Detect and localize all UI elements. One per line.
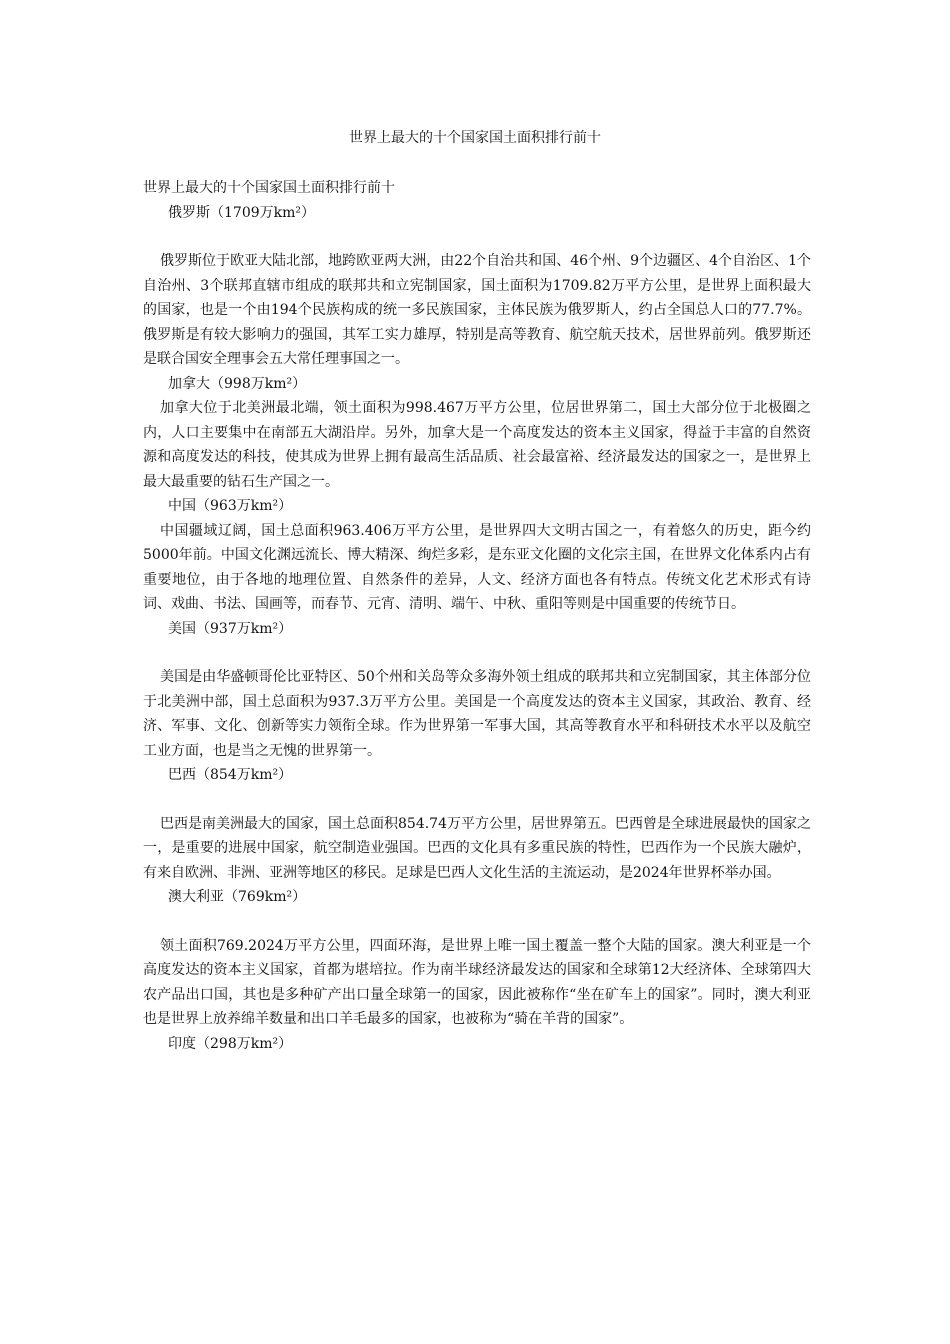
section-body-usa: 美国是由华盛顿哥伦比亚特区、50个州和关岛等众多海外领土组成的联邦共和立宪制国家，其主体部分位于北美洲中部，国土总面积为937.3万平方公里。美国是一个高度发达的资本主义国家，其政治、教育、经济、军事、文化、创新等实力领衔全球。作为世界第一军事大国，其高等教育水平和科研技术水平以及航空工业方面，也是当之无愧的世界第一。 [143, 669, 811, 759]
section-heading-brazil: 巴西（854万km²） [168, 767, 293, 783]
section-heading-india: 印度（298万km²） [168, 1035, 293, 1052]
section-heading-usa: 美国（937万km²） [168, 620, 293, 637]
section-body-brazil: 巴西是南美洲最大的国家，国土总面积854.74万平方公里，居世界第五。巴西曾是全球进展最快的国家之一，是重要的进展中国家，航空制造业强国。巴西的文化具有多重民族的特性，巴西作为一个民族大融炉，有来自欧洲、非洲、亚洲等地区的移民。足球是巴西人文化生活的主流运动，是2024年世界杯举办国。 [143, 815, 811, 881]
document-subtitle: 世界上最大的十个国家国土面积排行前十 [143, 180, 395, 196]
section-heading-russia: 俄罗斯（1709万km²） [168, 204, 315, 221]
section-body-australia: 领土面积769.2024万平方公里，四面环海，是世界上唯一国土覆盖一整个大陆的国家。澳大利亚是一个高度发达的资本主义国家，首都为堪培拉。作为南半球经济最发达的国家和全球第12大经济体、全球第四大农产品出口国，其也是多种矿产出口量全球第一的国家，因此被称作“坐在矿车上的国家”。同时，澳大利亚也是世界上放养绵羊数量和出口羊毛最多的国家，也被称为“骑在羊背的国家”。 [143, 937, 811, 1027]
blank-line [143, 910, 811, 934]
section-heading-australia: 澳大利亚（769km²） [168, 889, 307, 905]
document-title: 世界上最大的十个国家国土面积排行前十 [349, 130, 601, 146]
section-heading-china: 中国（963万km²） [168, 498, 293, 514]
section-body-canada: 加拿大位于北美洲最北端，领土面积为998.467万平方公里，位居世界第二，国土大部分位于北极圈之内，人口主要集中在南部五大湖沿岸。另外，加拿大是一个高度发达的资本主义国家，得益于丰富的自然资源和高度发达的科技，使其成为世界上拥有最高生活品质、社会最富裕、经济最发达的国家之一，是世界上最大最重要的钻石生产国之一。 [143, 400, 811, 490]
section-heading-canada: 加拿大（998万km²） [168, 375, 307, 392]
blank-line [143, 788, 811, 812]
section-body-russia: 俄罗斯位于欧亚大陆北部，地跨欧亚两大洲，由22个自治共和国、46个州、9个边疆区、4个自治区、1个自治州、3个联邦直辖市组成的联邦共和立宪制国家，国土面积为1709.82万平方公里，是世界上面积最大的国家，也是一个由194个民族构成的统一多民族国家，主体民族为俄罗斯人，约占全国总人口的77.7%。俄罗斯是有较大影响力的强国，其军工实力雄厚，特别是高等教育、航空航天技术，居世界前列。俄罗斯还是联合国安全理事会五大常任理事国之一。 [143, 253, 811, 367]
section-body-china: 中国疆域辽阔，国土总面积963.406万平方公里，是世界四大文明古国之一，有着悠久的历史，距今约5000年前。中国文化渊远流长、博大精深、绚烂多彩，是东亚文化圈的文化宗主国，在世界文化体系内占有重要地位，由于各地的地理位置、自然条件的差异，人文、经济方面也各有特点。传统文化艺术形式有诗词、戏曲、书法、国画等，而春节、元宵、清明、端午、中秋、重阳等则是中国重要的传统节日。 [143, 522, 811, 612]
document-content [143, 176, 811, 1056]
blank-line [143, 225, 811, 249]
blank-line [143, 641, 811, 665]
